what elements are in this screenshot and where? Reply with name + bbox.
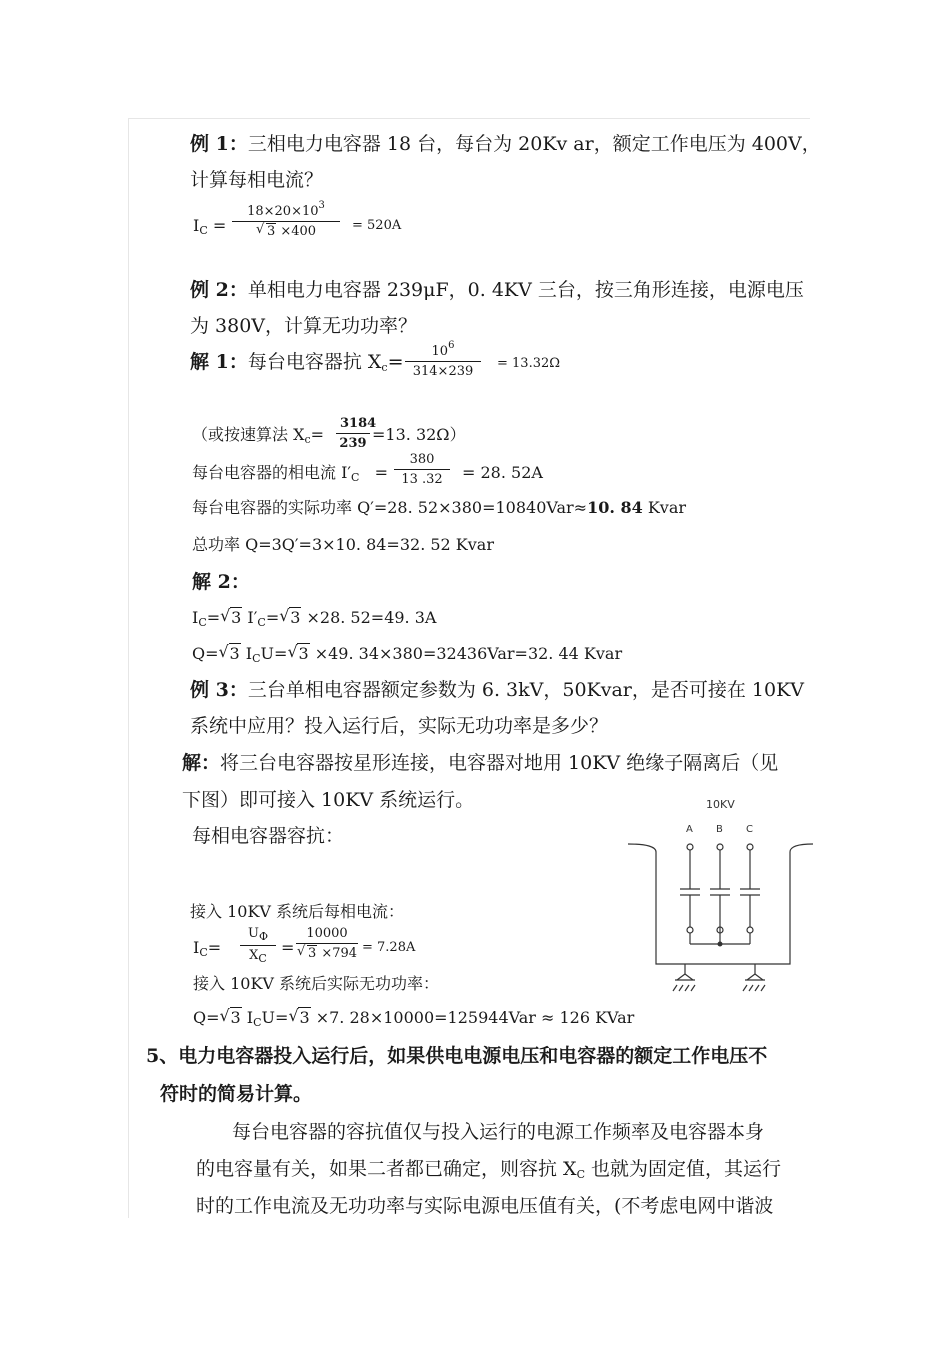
ex1-line-2 [190,168,323,192]
diagram-wires [628,844,813,991]
ex2-phase-result: = 28. 52A [462,463,543,482]
page-edge-left [128,118,129,1218]
ex3-solution-2: 下图）即可接入 10KV 系统运行。 [182,789,475,811]
ex2-sol1-fraction: $\frac{10^6}{314\times 239}$ [405,340,481,379]
diagram-voltage-label: 10KV [706,798,735,811]
ex1-line-1 [190,132,821,156]
ex2-line-2: 为 380V，计算无功功率？ [190,315,418,337]
ex2-sol1-result: = 13.32Ω [497,356,561,371]
diagram-neutral-dot [718,942,723,947]
ex3-line-2: 系统中应用？投入运行后，实际无功功率是多少？ [190,715,609,737]
ex2-sol2-line-1: $I_C=√$ 3 $I'_C=√$ 3 ×28. 52=49. 3A [192,606,436,635]
section5-para-2: 的电容量有关，如果二者都已确定，则容抗 $X_C$ 也就为固定值，其运行 [196,1158,782,1181]
ex2-fast-result: =13. 32Ω） [372,425,466,444]
ex2-sol2-line-2: Q=√ 3 $I_CU=√$ 3 ×49. 34×380=32436Var=32. 44 Kvar [192,642,622,671]
ex1-text-b: 计算每相电流？ [190,169,324,191]
ex2-fast-fraction: $\frac{3184}{239}$ [336,416,370,451]
ex2-phase-fraction: $\frac{380}{13 .32}$ [394,452,450,487]
section5-heading-2: 符时的简易计算。 [160,1083,313,1105]
ex3-ic-result: = 7.28A [362,940,416,955]
section5-heading-1: 5、电力电容器投入运行后，如果供电电源电压和电容器的额定工作电压不 [146,1045,768,1067]
ex3-power-title: 接入 10KV 系统后实际无功功率： [193,974,440,993]
diagram-phase-a: A [686,824,693,835]
ex3-eq2: = [281,938,295,957]
ex2-sol1: 解 1：每台电容器抗 $X_c=$ [190,351,404,374]
page-edge-top [128,118,810,119]
ex2-line-1 [190,278,804,302]
diagram-phase-c: C [746,824,753,835]
ex2-phase-current: 每台电容器的相电流 $I'_C$ = [192,463,388,484]
ex3-ic-label: $I_C=$ [193,938,222,959]
ex3-fraction-2: 10000 √ 3 ×794 [296,926,358,961]
section5-para-3: 时的工作电流及无功功率与实际电源电压值有关，(不考虑电网中谐波 [196,1195,774,1217]
capacitor-star-diagram [628,792,813,1007]
section5-para-1: 每台电容器的容抗值仅与投入运行的电源工作频率及电容器本身 [232,1121,765,1143]
ex3-line-1: 例 3：三台单相电容器额定参数为 6. 3kV，50Kvar，是否可接在 10KV [190,679,805,701]
ex1-text-a: 三相电力电容器 18 台，每台为 20Kv ar，额定工作电压为 400V， [247,133,821,155]
ex2-power: 每台电容器的实际功率 Q′=28. 52×380=10840Var≈10. 84 Kvar [192,498,687,517]
ex1-ic-label: $I_C$ = [193,216,227,237]
ex2-total: 总功率 Q=3Q′=3×10. 84=32. 52 Kvar [192,535,494,554]
ex2-fast: （或按速算法 $X_c=$ [192,425,325,446]
ex3-fraction-1: $\frac{U_\Phi}{X_C}$ [240,926,276,965]
ex3-solution-1: 解：将三台电容器按星形连接，电容器对地用 10KV 绝缘子隔离后（见 [182,752,779,774]
ex1-result: = 520A [352,218,402,233]
ex3-reactance: 每相电容器容抗： [192,825,345,847]
ex2-label: 例 2： [190,279,248,301]
ex2-sol2-label: 解 2： [192,571,250,593]
ex3-q-formula: Q=√ 3 $I_CU=√$ 3 ×7. 28×10000=125944Var ≈ 126 KVar [193,1006,634,1035]
diagram-phase-b: B [716,824,723,835]
ex1-fraction: $18\times 20\times 10^3$ √ 3 ×400 [232,200,340,239]
ex3-current-title: 接入 10KV 系统后每相电流： [190,902,405,921]
ex2-text-a: 单相电力电容器 239μF，0. 4KV 三台，按三角形连接，电源电压 [247,279,804,301]
ex1-label: 例 1： [190,133,248,155]
